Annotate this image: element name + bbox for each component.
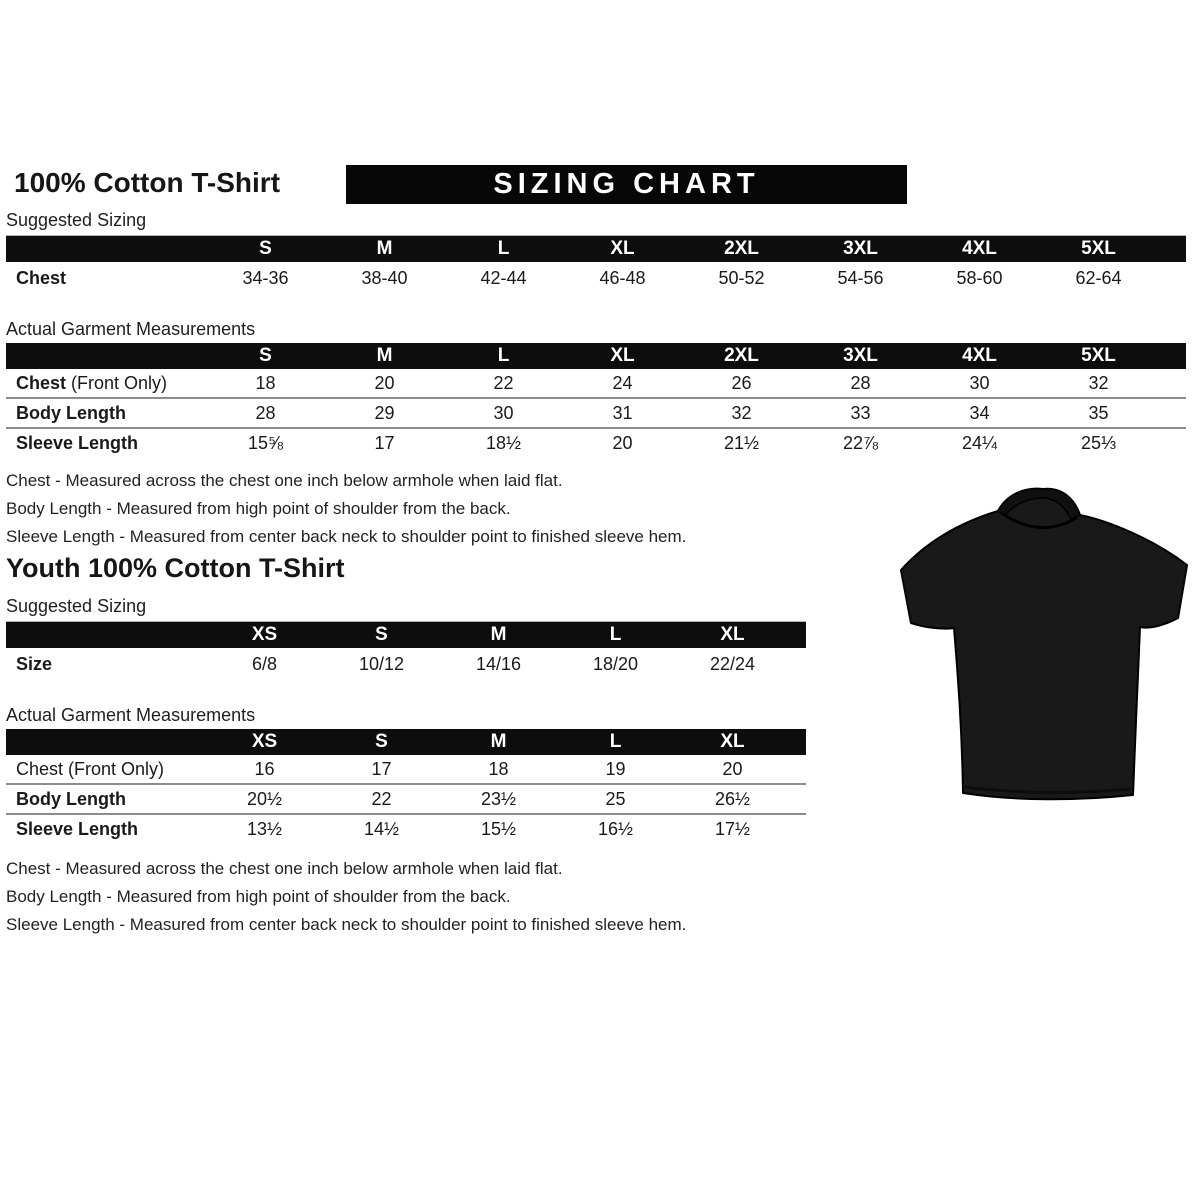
youth-garment-measurements-label: Actual Garment Measurements: [6, 705, 256, 725]
measurement-cell: 17½: [714, 818, 751, 839]
measurement-cell: 25⅓: [1080, 432, 1117, 453]
measurement-cell: 54-56: [837, 268, 884, 288]
size-column-header: 5XL: [1081, 345, 1116, 366]
size-column-header: S: [259, 238, 272, 259]
table-header-row: [6, 729, 806, 755]
adult-garment-measurements-label: Actual Garment Measurements: [6, 319, 256, 339]
measurement-cell: 17: [371, 758, 392, 779]
table-row: [6, 755, 806, 783]
measurement-cell: 20½: [246, 788, 283, 809]
measurement-cell: 29: [374, 402, 395, 423]
measurement-cell: 62-64: [1075, 268, 1122, 288]
size-column-header: XL: [610, 345, 635, 366]
measurement-cell: 10/12: [358, 654, 405, 674]
adult-garment-measurements-table: [6, 343, 1186, 457]
measurement-cell: 22: [371, 788, 392, 809]
measurement-cell: 14½: [363, 818, 400, 839]
youth-garment-measurements-table: [6, 729, 806, 843]
sleeve-length-note: Sleeve Length - Measured from center back neck to shoulder point to finished sleeve hem.: [6, 527, 687, 546]
measurement-cell: 31: [612, 402, 633, 423]
measurement-cell: 24¼: [961, 432, 998, 453]
table-row: [6, 369, 1186, 397]
row-label: Sleeve Length: [16, 432, 139, 453]
page-header: [6, 165, 1192, 207]
page-title: 100% Cotton T-Shirt: [14, 167, 281, 198]
measurement-cell: 24: [612, 372, 633, 393]
size-column-header: XL: [610, 238, 635, 259]
chest-note: Chest - Measured across the chest one inch below armhole when laid flat.: [6, 859, 563, 878]
chest-note: Chest - Measured across the chest one inch below armhole when laid flat.: [6, 471, 563, 490]
size-column-header: S: [375, 731, 388, 752]
measurement-cell: 26: [731, 372, 752, 393]
row-label: Chest (Front Only): [16, 758, 165, 779]
size-column-header: L: [497, 238, 510, 259]
measurement-cell: 33: [850, 402, 871, 423]
tshirt-illustration: [895, 477, 1195, 807]
size-column-header: M: [490, 731, 507, 752]
table-row: [6, 813, 806, 843]
measurement-cell: 18½: [485, 432, 522, 453]
table-row: [6, 397, 1186, 427]
row-label: Body Length: [16, 402, 126, 423]
youth-suggested-sizing-label: Suggested Sizing: [6, 596, 806, 622]
measurement-cell: 22: [493, 372, 514, 393]
table-header-row: [6, 343, 1186, 369]
sizing-chart-banner: [346, 165, 907, 204]
size-column-header: L: [497, 345, 510, 366]
adult-suggested-sizing-table: [6, 236, 1186, 295]
measurement-cell: 32: [1088, 372, 1109, 393]
measurement-cell: 34-36: [242, 268, 289, 288]
measurement-cell: 30: [969, 372, 990, 393]
measurement-cell: 38-40: [361, 268, 408, 288]
table-header-row: [6, 622, 806, 648]
measurement-cell: 30: [493, 402, 514, 423]
row-label: Sleeve Length: [16, 818, 139, 839]
measurement-cell: 22⅞: [842, 432, 879, 453]
measurement-cell: 15⅝: [247, 432, 284, 453]
measurement-cell: 28: [850, 372, 871, 393]
size-column-header: M: [376, 238, 393, 259]
measurement-cell: 42-44: [480, 268, 527, 288]
measurement-cell: 58-60: [956, 268, 1003, 288]
size-column-header: XL: [720, 624, 745, 645]
measurement-cell: 35: [1088, 402, 1109, 423]
measurement-cell: 20: [722, 758, 743, 779]
measurement-cell: 23½: [480, 788, 517, 809]
measurement-cell: 46-48: [599, 268, 646, 288]
size-column-header: M: [490, 624, 507, 645]
row-label: Size: [16, 654, 53, 674]
size-column-header: 4XL: [962, 238, 997, 259]
table-row: [6, 783, 806, 813]
youth-section-title: Youth 100% Cotton T-Shirt: [6, 553, 345, 583]
size-column-header: M: [376, 345, 393, 366]
measurement-cell: 20: [374, 372, 395, 393]
black-tshirt-product-image: [895, 477, 1195, 807]
measurement-cell: 26½: [714, 788, 751, 809]
measurement-cell: 16: [254, 758, 275, 779]
size-column-header: L: [609, 624, 622, 645]
sleeve-length-note: Sleeve Length - Measured from center back neck to shoulder point to finished sleeve hem.: [6, 915, 687, 934]
measurement-cell: 32: [731, 402, 752, 423]
sizing-chart-banner-label: SIZING CHART: [493, 168, 760, 200]
size-column-header: 2XL: [724, 345, 759, 366]
size-column-header: 5XL: [1081, 238, 1116, 259]
size-column-header: XS: [251, 624, 278, 645]
youth-measurement-notes: [6, 855, 1192, 939]
size-column-header: XL: [720, 731, 745, 752]
measurement-cell: 28: [255, 402, 276, 423]
size-column-header: 4XL: [962, 345, 997, 366]
measurement-cell: 14/16: [475, 654, 522, 674]
measurement-cell: 18/20: [592, 654, 639, 674]
measurement-cell: 22/24: [709, 654, 756, 674]
measurement-cell: 6/8: [251, 654, 278, 674]
measurement-cell: 17: [374, 432, 395, 453]
size-column-header: 2XL: [724, 238, 759, 259]
measurement-cell: 16½: [597, 818, 634, 839]
table-row: [6, 262, 1186, 295]
measurement-cell: 21½: [723, 432, 760, 453]
size-column-header: S: [375, 624, 388, 645]
measurement-cell: 34: [969, 402, 990, 423]
adult-suggested-sizing-label: Suggested Sizing: [6, 210, 1186, 236]
table-header-row: [6, 236, 1186, 262]
measurement-cell: 19: [605, 758, 626, 779]
measurement-cell: 25: [605, 788, 626, 809]
measurement-cell: 18: [255, 372, 276, 393]
size-column-header: 3XL: [843, 345, 878, 366]
measurement-cell: 15½: [480, 818, 517, 839]
body-length-note: Body Length - Measured from high point of shoulder from the back.: [6, 499, 511, 518]
measurement-cell: 13½: [246, 818, 283, 839]
size-column-header: 3XL: [843, 238, 878, 259]
table-row: [6, 427, 1186, 457]
row-label: Body Length: [16, 788, 126, 809]
table-row: [6, 648, 806, 681]
measurement-cell: 18: [488, 758, 509, 779]
measurement-cell: 20: [612, 432, 633, 453]
size-column-header: XS: [251, 731, 278, 752]
youth-suggested-sizing-table: [6, 622, 806, 681]
row-label: Chest: [16, 268, 67, 288]
body-length-note: Body Length - Measured from high point of shoulder from the back.: [6, 887, 511, 906]
measurement-cell: 50-52: [718, 268, 765, 288]
row-label: Chest (Front Only): [16, 372, 168, 393]
size-column-header: L: [609, 731, 622, 752]
size-column-header: S: [259, 345, 272, 366]
